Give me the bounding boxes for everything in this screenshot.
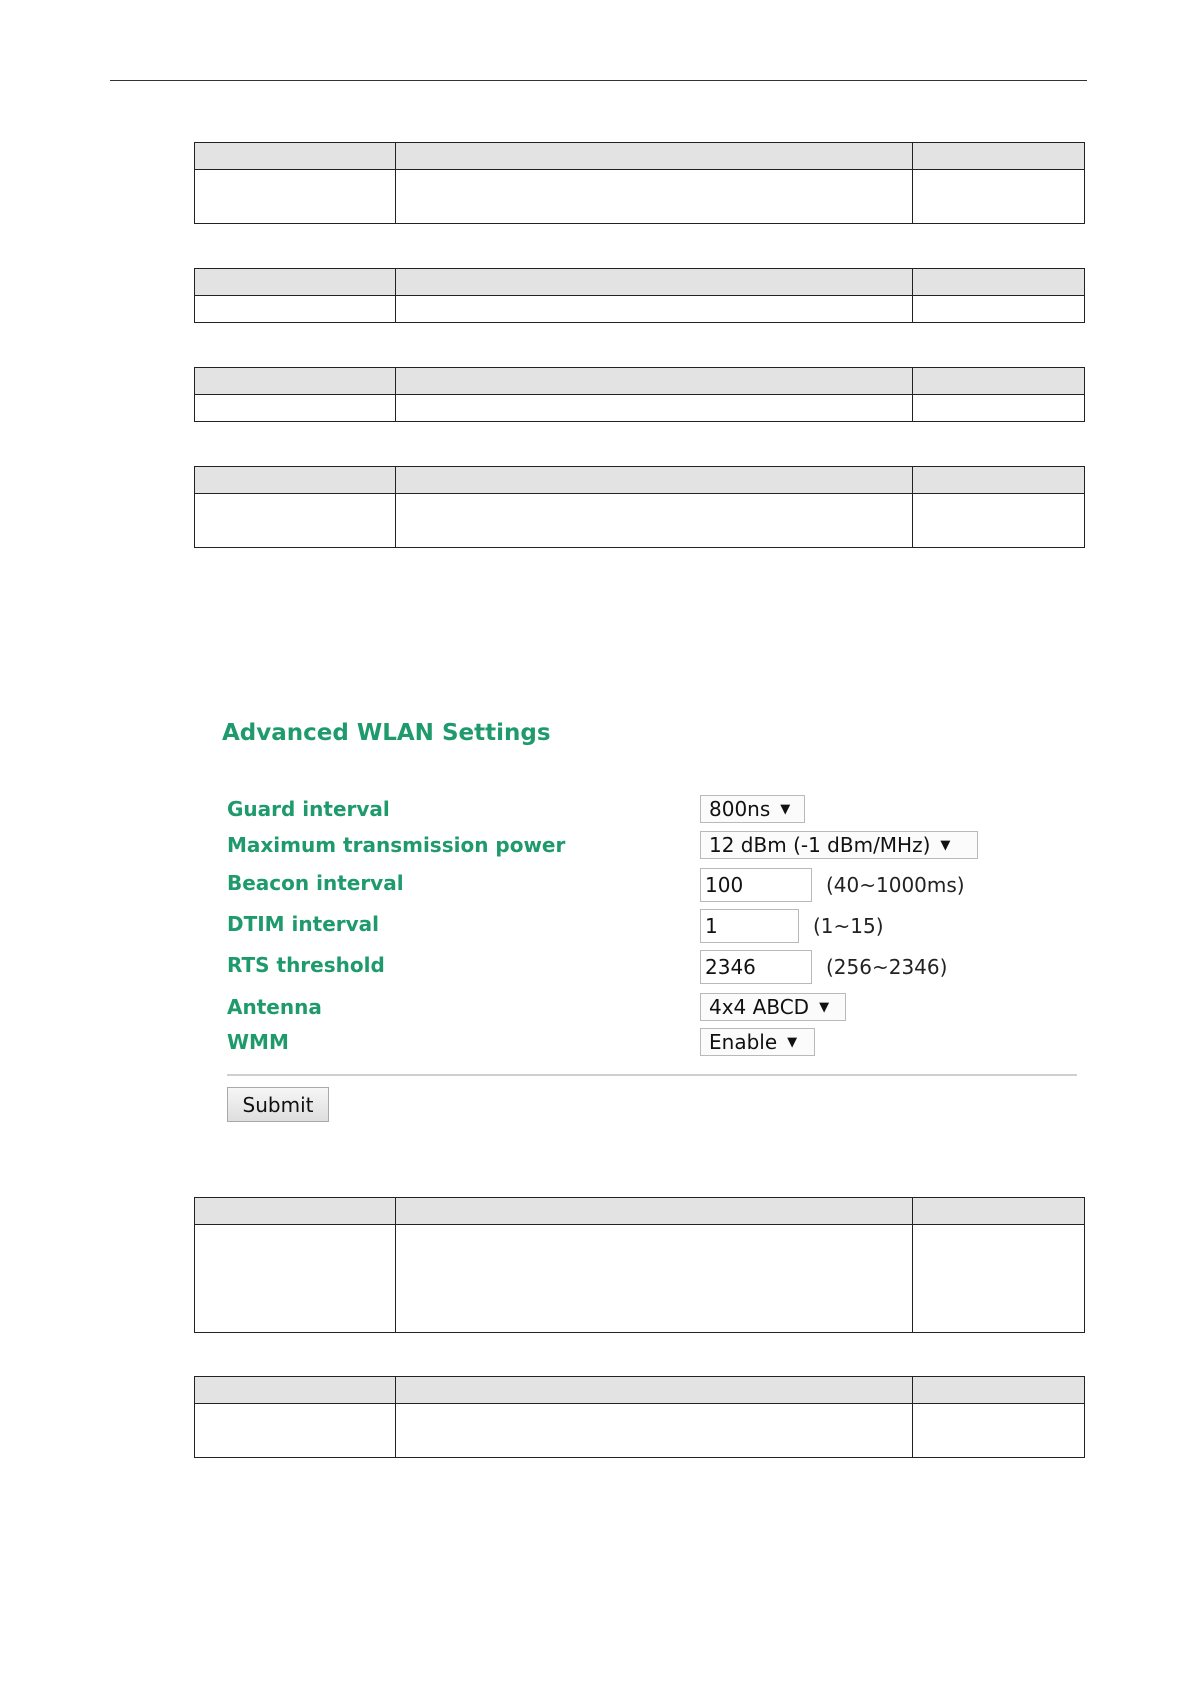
dtim-interval-label: DTIM interval bbox=[227, 912, 380, 936]
panel-title: Advanced WLAN Settings bbox=[222, 720, 551, 746]
parameter-table bbox=[194, 268, 1085, 323]
table-row bbox=[195, 1225, 1085, 1333]
beacon-interval-input[interactable] bbox=[700, 868, 812, 902]
antenna-select[interactable] bbox=[700, 993, 846, 1021]
beacon-interval-range: (40~1000ms) bbox=[826, 873, 965, 897]
wmm-row bbox=[227, 1027, 1077, 1057]
beacon-interval-label: Beacon interval bbox=[227, 871, 404, 895]
table-header-row bbox=[195, 368, 1085, 395]
dropdown-arrow-icon: ▼ bbox=[787, 1034, 798, 1050]
parameter-table bbox=[194, 466, 1085, 548]
table-row bbox=[195, 1404, 1085, 1458]
form-divider bbox=[227, 1074, 1077, 1076]
dropdown-arrow-icon: ▼ bbox=[819, 999, 830, 1015]
guard-interval-value: 800ns bbox=[709, 797, 771, 821]
table-header-row bbox=[195, 143, 1085, 170]
guard-interval-label: Guard interval bbox=[227, 797, 390, 821]
beacon-interval-row bbox=[227, 868, 1077, 898]
antenna-label: Antenna bbox=[227, 995, 322, 1019]
wmm-label: WMM bbox=[227, 1030, 289, 1054]
table-header-row bbox=[195, 467, 1085, 494]
table-header-row bbox=[195, 269, 1085, 296]
table-header-row bbox=[195, 1198, 1085, 1225]
rts-threshold-range: (256~2346) bbox=[826, 955, 948, 979]
rts-threshold-input[interactable] bbox=[700, 950, 812, 984]
wmm-select[interactable] bbox=[700, 1028, 815, 1056]
table-header-row bbox=[195, 1377, 1085, 1404]
table-row bbox=[195, 170, 1085, 224]
guard-interval-row bbox=[227, 794, 1077, 824]
max-tx-power-select[interactable] bbox=[700, 831, 978, 859]
guard-interval-select[interactable] bbox=[700, 795, 805, 823]
dropdown-arrow-icon: ▼ bbox=[780, 801, 791, 817]
parameter-table bbox=[194, 1376, 1085, 1458]
dtim-interval-range: (1~15) bbox=[813, 914, 884, 938]
max-tx-power-value: 12 dBm (-1 dBm/MHz) bbox=[709, 833, 931, 857]
antenna-value: 4x4 ABCD bbox=[709, 995, 810, 1019]
table-row bbox=[195, 296, 1085, 323]
parameter-table bbox=[194, 142, 1085, 224]
wmm-value: Enable bbox=[709, 1030, 778, 1054]
dtim-interval-row bbox=[227, 909, 1077, 939]
dropdown-arrow-icon: ▼ bbox=[940, 837, 951, 853]
max-tx-power-row bbox=[227, 830, 1077, 860]
rts-threshold-label: RTS threshold bbox=[227, 953, 385, 977]
rts-threshold-row bbox=[227, 950, 1077, 980]
submit-button[interactable]: Submit bbox=[227, 1087, 329, 1122]
antenna-row bbox=[227, 992, 1077, 1022]
dtim-interval-input[interactable] bbox=[700, 909, 799, 943]
table-row bbox=[195, 494, 1085, 548]
parameter-table bbox=[194, 1197, 1085, 1333]
max-tx-power-label: Maximum transmission power bbox=[227, 833, 566, 857]
parameter-table bbox=[194, 367, 1085, 422]
page-header-rule bbox=[110, 80, 1087, 81]
table-row bbox=[195, 395, 1085, 422]
